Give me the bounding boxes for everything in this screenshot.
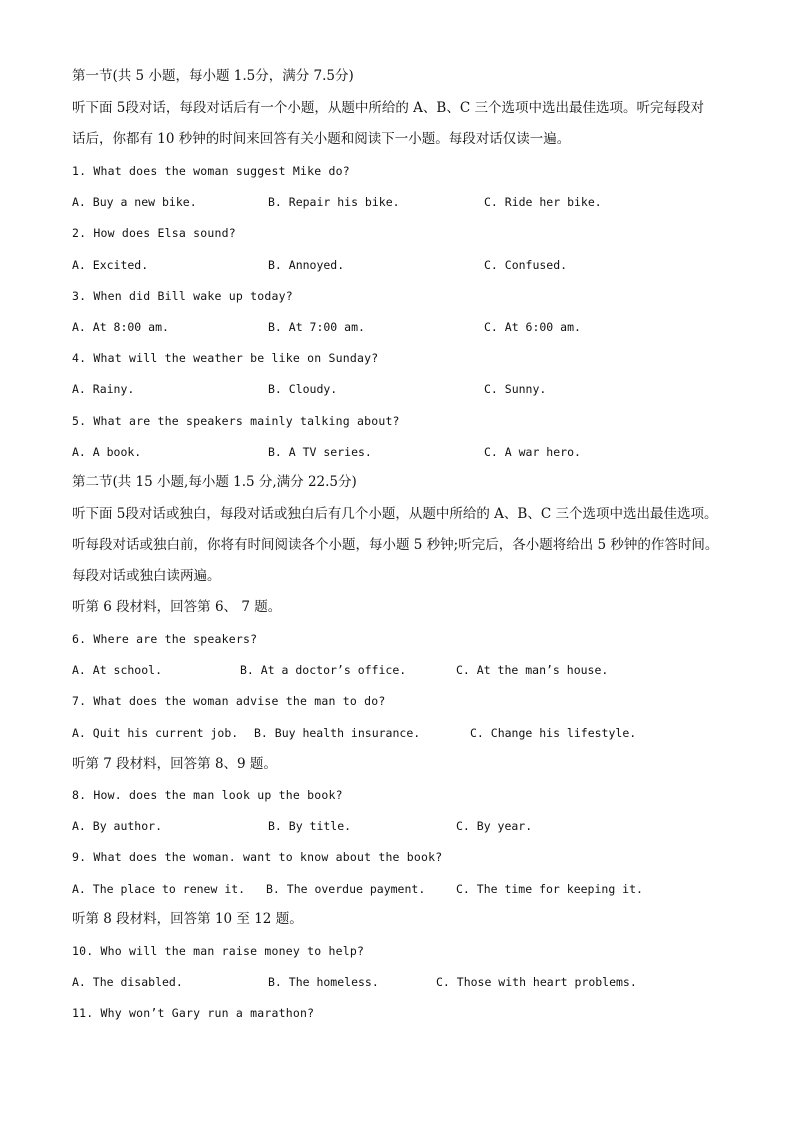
question-7-option-b: B. Buy health insurance. [254,726,421,740]
question-5-option-a: A. A book. [72,445,142,459]
question-3: 3. When did Bill wake up today? [72,289,293,303]
question-4: 4. What will the weather be like on Sunday? [72,351,379,365]
question-10-option-b: B. The homeless. [268,975,379,989]
question-10: 10. Who will the man raise money to help? [72,944,365,958]
question-1-option-b: B. Repair his bike. [268,195,400,209]
question-6-option-c: C. At the man’s house. [456,663,609,677]
question-8-option-c: C. By year. [456,819,533,833]
question-6-option-b: B. At a doctor’s office. [240,663,407,677]
section2-heading: 第二节(共 15 小题,每小题 1.5 分,满分 22.5分) [72,474,357,490]
question-7-option-a: A. Quit his current job. [72,726,239,740]
question-2-option-c: C. Confused. [484,258,568,272]
question-3-option-a: A. At 8:00 am. [72,320,169,334]
question-1-option-a: A. Buy a new bike. [72,195,197,209]
question-3-option-b: B. At 7:00 am. [268,320,365,334]
question-8-option-a: A. By author. [72,819,163,833]
section2-instruction-line3: 每段对话或独白读两遍。 [72,568,221,584]
question-4-option-a: A. Rainy. [72,382,135,396]
question-2: 2. How does Elsa sound? [72,226,236,240]
question-10-option-c: C. Those with heart problems. [436,975,637,989]
material-7-label: 听第 7 段材料，回答第 8、9 题。 [72,756,277,772]
question-5-option-c: C. A war hero. [484,445,581,459]
question-6-option-a: A. At school. [72,663,163,677]
question-1: 1. What does the woman suggest Mike do? [72,164,350,178]
question-8-option-b: B. By title. [268,819,352,833]
section1-heading: 第一节(共 5 小题，每小题 1.5分，满分 7.5分) [72,68,354,84]
question-7: 7. What does the woman advise the man to do? [72,694,386,708]
question-9-option-c: C. The time for keeping it. [456,882,643,896]
question-9-option-a: A. The place to renew it. [72,882,246,896]
question-5-option-b: B. A TV series. [268,445,372,459]
section2-instruction-line2: 听每段对话或独白前，你将有时间阅读各个小题，每小题 5 秒钟;听完后，各小题将给出 5 秒钟的作答时间。 [72,537,719,553]
question-9-option-b: B. The overdue payment. [266,882,426,896]
question-2-option-b: B. Annoyed. [268,258,345,272]
question-6: 6. Where are the speakers? [72,632,258,646]
section2-instruction-line1: 听下面 5段对话或独白，每段对话或独白后有几个小题，从题中所给的 A、B、C 三个选项中选出最佳选项。 [72,506,718,522]
material-6-label: 听第 6 段材料，回答第 6、 7 题。 [72,599,282,615]
material-8-label: 听第 8 段材料，回答第 10 至 12 题。 [72,911,303,927]
section1-instruction-line2: 话后，你都有 10 秒钟的时间来回答有关小题和阅读下一小题。每段对话仅读一遍。 [72,131,571,147]
question-3-option-c: C. At 6:00 am. [484,320,581,334]
question-9: 9. What does the woman. want to know about the book? [72,850,443,864]
section1-instruction-line1: 听下面 5段对话，每段对话后有一个小题，从题中所给的 A、B、C 三个选项中选出最佳选项。听完每段对 [72,100,704,116]
question-2-option-a: A. Excited. [72,258,149,272]
question-1-option-c: C. Ride her bike. [484,195,602,209]
question-4-option-b: B. Cloudy. [268,382,338,396]
question-11: 11. Why won’t Gary run a marathon? [72,1006,315,1020]
question-10-option-a: A. The disabled. [72,975,183,989]
question-4-option-c: C. Sunny. [484,382,547,396]
question-7-option-c: C. Change his lifestyle. [470,726,637,740]
question-8: 8. How. does the man look up the book? [72,788,343,802]
question-5: 5. What are the speakers mainly talking about? [72,414,400,428]
